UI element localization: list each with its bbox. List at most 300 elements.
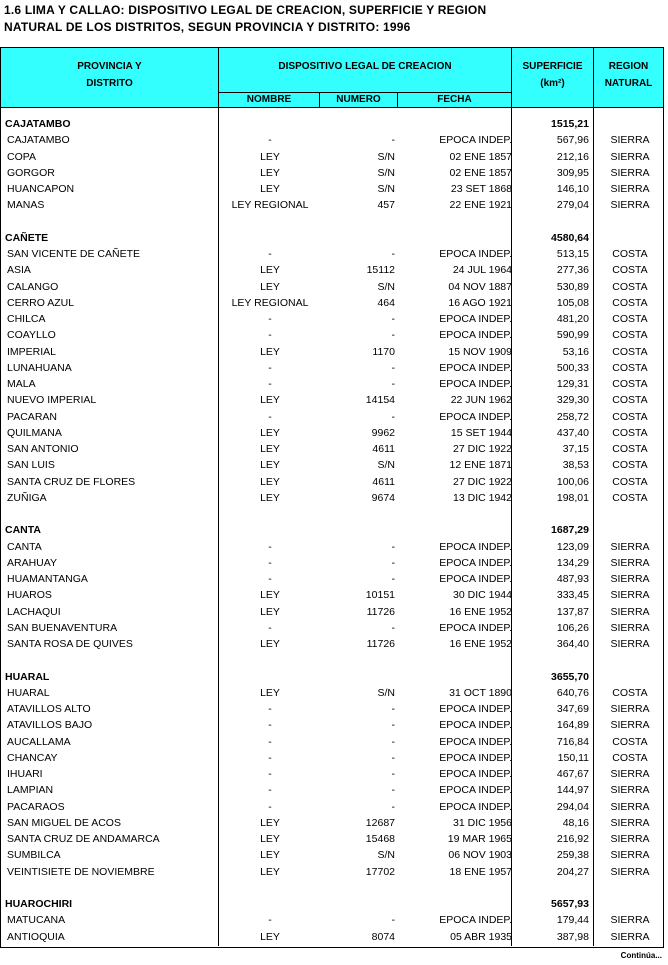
cell-fecha: EPOCA INDEP.: [439, 621, 512, 634]
cell-sup: 146,10: [556, 183, 589, 195]
cell-reg: COSTA: [612, 459, 648, 472]
cell-name: LACHAQUI: [7, 605, 61, 618]
cell-reg: SIERRA: [610, 768, 650, 780]
cell-num: 11726: [366, 638, 395, 650]
cell-reg: COSTA: [612, 426, 648, 439]
cell-disp: -: [268, 410, 272, 423]
cell-disp: LEY: [260, 183, 280, 195]
cell-fecha: EPOCA INDEP.: [439, 556, 512, 569]
spacer-row: [1, 880, 663, 896]
table-row: [1, 311, 663, 327]
cell-fecha: EPOCA INDEP.: [439, 800, 512, 813]
cell-disp: LEY: [260, 686, 280, 699]
cell-fecha: 31 DIC 1956: [453, 816, 512, 829]
cell-disp: -: [268, 719, 272, 732]
table-row: [1, 344, 663, 360]
header-numero: NUMERO: [336, 94, 381, 105]
cell-name: CAJATAMBO: [5, 118, 71, 130]
cell-fecha: EPOCA INDEP.: [439, 313, 512, 325]
table-row: [1, 571, 663, 587]
cell-num: 4611: [372, 443, 395, 455]
cell-reg: COSTA: [612, 443, 648, 455]
cell-fecha: 12 ENE 1871: [449, 459, 512, 472]
cell-sup: 387,98: [556, 930, 589, 943]
cell-sup: 129,31: [556, 378, 589, 390]
cell-disp: LEY: [260, 264, 280, 277]
cell-reg: SIERRA: [610, 833, 650, 845]
table-row: [1, 457, 663, 473]
cell-num: S/N: [377, 280, 395, 293]
table-row: [1, 864, 663, 880]
cell-sup: 309,95: [556, 166, 589, 179]
cell-num: S/N: [377, 686, 395, 699]
cell-num: 9962: [371, 426, 395, 439]
cell-name: HUARAL: [5, 670, 50, 683]
cell-name: AUCALLAMA: [7, 735, 71, 748]
cell-num: -: [391, 410, 395, 423]
table-row: [1, 766, 663, 782]
cell-reg: SIERRA: [610, 589, 650, 602]
cell-name: COAYLLO: [7, 329, 56, 342]
cell-num: S/N: [377, 459, 395, 472]
cell-fecha: 04 NOV 1887: [448, 280, 512, 293]
table-row: [1, 490, 663, 506]
cell-num: 457: [377, 199, 395, 212]
table-row: [1, 717, 663, 733]
cell-reg: COSTA: [612, 686, 648, 699]
table-row: [1, 392, 663, 408]
cell-sup: 481,20: [556, 313, 589, 325]
cell-reg: SIERRA: [610, 800, 650, 813]
cell-name: ARAHUAY: [7, 556, 57, 569]
cell-reg: COSTA: [612, 491, 648, 504]
cell-name: HUAMANTANGA: [7, 573, 88, 585]
cell-name: CANTA: [5, 524, 41, 537]
cell-name: ATAVILLOS ALTO: [7, 703, 91, 715]
cell-reg: SIERRA: [610, 199, 650, 212]
cell-reg: SIERRA: [610, 914, 650, 927]
cell-disp: -: [268, 703, 272, 715]
cell-name: QUILMANA: [7, 426, 62, 439]
table-row: [1, 197, 663, 213]
table-row: [1, 376, 663, 392]
cell-sup: 4580,64: [551, 231, 589, 244]
table-row: [1, 815, 663, 831]
continues-note: Continúa...: [620, 951, 662, 960]
cell-sup: 198,01: [556, 491, 589, 504]
cell-num: S/N: [377, 166, 395, 179]
cell-num: 15112: [366, 264, 395, 277]
cell-disp: -: [268, 751, 272, 764]
cell-sup: 716,84: [556, 735, 589, 748]
cell-name: CAÑETE: [5, 231, 49, 244]
page-title: [4, 2, 486, 36]
cell-name: ASIA: [7, 264, 31, 277]
cell-disp: -: [268, 735, 272, 748]
cell-fecha: 23 SET 1868: [450, 183, 512, 195]
table-row: [1, 847, 663, 863]
cell-num: -: [391, 573, 395, 585]
title-line-1: 1.6 LIMA Y CALLAO: DISPOSITIVO LEGAL DE CREACION, SUPERFICIE Y REGION: [4, 3, 487, 17]
province-row: [1, 230, 663, 246]
cell-name: ATAVILLOS BAJO: [7, 719, 93, 732]
cell-sup: 259,38: [556, 849, 589, 862]
cell-fecha: EPOCA INDEP.: [439, 378, 512, 390]
cell-fecha: EPOCA INDEP.: [439, 361, 512, 374]
cell-num: -: [391, 751, 395, 764]
cell-sup: 123,09: [556, 540, 589, 553]
cell-name: HUANCAPON: [7, 183, 75, 195]
cell-sup: 347,69: [556, 703, 589, 715]
cell-disp: -: [268, 313, 272, 325]
table-body: [0, 108, 664, 948]
cell-num: -: [391, 735, 395, 748]
cell-reg: SIERRA: [610, 930, 650, 943]
table-row: [1, 604, 663, 620]
cell-disp: -: [268, 914, 272, 927]
cell-reg: SIERRA: [610, 849, 650, 862]
cell-reg: COSTA: [612, 264, 648, 277]
table-row: [1, 750, 663, 766]
cell-reg: SIERRA: [610, 183, 650, 195]
cell-num: 1170: [372, 345, 395, 358]
table-row: [1, 246, 663, 262]
table-row: [1, 132, 663, 148]
cell-fecha: EPOCA INDEP.: [439, 719, 512, 732]
cell-fecha: 22 JUN 1962: [450, 394, 512, 407]
cell-name: SAN VICENTE DE CAÑETE: [7, 248, 141, 260]
table-row: [1, 799, 663, 815]
cell-reg: SIERRA: [610, 134, 650, 147]
spacer-row: [1, 652, 663, 668]
cell-num: -: [391, 556, 395, 569]
table-row: [1, 929, 663, 945]
cell-reg: COSTA: [612, 394, 648, 407]
cell-fecha: 19 MAR 1965: [447, 833, 512, 845]
cell-name: LUNAHUANA: [7, 361, 72, 374]
cell-fecha: 31 OCT 1890: [449, 686, 512, 699]
cell-num: -: [391, 621, 395, 634]
cell-fecha: 16 AGO 1921: [448, 296, 512, 309]
cell-reg: COSTA: [612, 345, 648, 358]
cell-num: 15468: [365, 833, 395, 845]
cell-name: PACARAN: [7, 410, 57, 423]
title-line-2: NATURAL DE LOS DISTRITOS, SEGUN PROVINCIA Y DISTRITO: 1996: [4, 20, 411, 34]
table-row: [1, 782, 663, 798]
cell-disp: LEY: [260, 589, 280, 602]
cell-num: 9674: [371, 491, 395, 504]
cell-disp: LEY: [260, 475, 280, 488]
cell-fecha: EPOCA INDEP.: [439, 573, 512, 585]
cell-disp: LEY: [260, 849, 280, 862]
cell-reg: COSTA: [612, 751, 648, 764]
cell-fecha: EPOCA INDEP.: [439, 768, 512, 780]
cell-name: VEINTISIETE DE NOVIEMBRE: [7, 865, 155, 878]
cell-sup: 567,96: [556, 134, 589, 147]
cell-name: HUAROS: [7, 589, 52, 602]
cell-disp: LEY: [260, 426, 280, 439]
cell-fecha: 27 DIC 1922: [453, 443, 512, 455]
cell-reg: SIERRA: [610, 166, 650, 179]
cell-disp: -: [268, 540, 272, 553]
cell-name: SANTA CRUZ DE ANDAMARCA: [7, 833, 160, 845]
cell-name: SAN MIGUEL DE ACOS: [7, 816, 121, 829]
cell-fecha: EPOCA INDEP.: [439, 540, 512, 553]
table-row: [1, 912, 663, 928]
cell-sup: 640,76: [556, 686, 589, 699]
cell-sup: 258,72: [556, 410, 589, 423]
table-row: [1, 474, 663, 490]
cell-name: SAN BUENAVENTURA: [7, 621, 118, 634]
cell-fecha: 15 NOV 1909: [448, 345, 512, 358]
province-row: [1, 896, 663, 912]
cell-num: -: [391, 703, 395, 715]
cell-fecha: EPOCA INDEP.: [439, 914, 512, 927]
table-row: [1, 587, 663, 603]
cell-num: -: [391, 248, 395, 260]
province-row: [1, 116, 663, 132]
cell-fecha: 16 ENE 1952: [449, 638, 512, 650]
cell-name: COPA: [7, 150, 36, 163]
cell-disp: LEY: [260, 865, 280, 878]
table-header: [0, 47, 664, 108]
cell-fecha: 27 DIC 1922: [453, 475, 512, 488]
cell-disp: LEY: [260, 459, 280, 472]
cell-disp: LEY: [260, 930, 280, 943]
cell-reg: SIERRA: [610, 719, 650, 732]
table-row: [1, 734, 663, 750]
cell-name: CANTA: [7, 540, 42, 553]
cell-num: 17702: [365, 865, 395, 878]
cell-disp: LEY: [260, 605, 280, 618]
cell-num: S/N: [377, 150, 395, 163]
table-row: [1, 539, 663, 555]
cell-sup: 53,16: [562, 345, 589, 358]
cell-sup: 467,67: [556, 768, 589, 780]
table-row: [1, 620, 663, 636]
cell-name: SUMBILCA: [7, 849, 61, 862]
cell-reg: SIERRA: [610, 556, 650, 569]
cell-name: IMPERIAL: [7, 345, 57, 358]
cell-disp: LEY: [260, 833, 280, 845]
table-row: [1, 441, 663, 457]
table-row: [1, 262, 663, 278]
cell-reg: COSTA: [612, 475, 648, 488]
cell-disp: -: [268, 248, 272, 260]
cell-disp: LEY: [260, 345, 280, 358]
table-row: [1, 360, 663, 376]
table-row: [1, 149, 663, 165]
table-row: [1, 409, 663, 425]
table-row: [1, 279, 663, 295]
cell-sup: 144,97: [556, 784, 589, 797]
cell-name: MATUCANA: [7, 914, 66, 927]
spacer-row: [1, 214, 663, 230]
cell-sup: 150,11: [557, 751, 589, 764]
cell-reg: COSTA: [612, 329, 648, 342]
cell-sup: 329,30: [556, 394, 589, 407]
cell-name: IHUARI: [7, 768, 43, 780]
cell-reg: SIERRA: [610, 784, 650, 797]
cell-reg: SIERRA: [610, 573, 650, 585]
cell-name: MANAS: [7, 199, 45, 212]
cell-sup: 1515,21: [551, 118, 589, 130]
cell-reg: COSTA: [612, 313, 648, 325]
cell-num: S/N: [377, 183, 395, 195]
cell-fecha: 16 ENE 1952: [449, 605, 512, 618]
cell-name: CALANGO: [7, 280, 59, 293]
cell-sup: 179,44: [556, 914, 589, 927]
cell-sup: 364,40: [556, 638, 589, 650]
cell-num: 8074: [371, 930, 395, 943]
cell-disp: LEY: [260, 166, 280, 179]
cell-reg: COSTA: [612, 378, 648, 390]
table-row: [1, 165, 663, 181]
table-row: [1, 295, 663, 311]
table-row: [1, 685, 663, 701]
cell-disp: LEY REGIONAL: [231, 296, 309, 309]
cell-fecha: EPOCA INDEP.: [439, 784, 512, 797]
cell-reg: SIERRA: [610, 816, 650, 829]
cell-num: 4611: [372, 475, 395, 488]
cell-num: -: [391, 134, 395, 147]
cell-sup: 37,15: [562, 443, 589, 455]
cell-reg: SIERRA: [610, 605, 650, 618]
cell-disp: -: [268, 378, 272, 390]
cell-name: PACARAOS: [7, 800, 65, 813]
cell-fecha: 30 DIC 1944: [453, 589, 512, 602]
header-provincia: PROVINCIA Y DISTRITO: [77, 61, 142, 89]
cell-name: CERRO AZUL: [7, 296, 75, 309]
header-nombre: NOMBRE: [246, 94, 292, 105]
header-region: REGION NATURAL: [604, 61, 653, 89]
cell-name: LAMPIAN: [7, 784, 54, 797]
cell-num: -: [391, 313, 395, 325]
cell-num: 10151: [365, 589, 395, 602]
cell-reg: COSTA: [612, 248, 648, 260]
cell-disp: -: [268, 361, 272, 374]
cell-sup: 212,16: [556, 150, 589, 163]
cell-sup: 216,92: [556, 833, 589, 845]
table-row: [1, 555, 663, 571]
cell-sup: 437,40: [556, 426, 589, 439]
cell-sup: 48,16: [562, 816, 589, 829]
cell-fecha: 06 NOV 1903: [448, 849, 512, 862]
cell-sup: 590,99: [556, 329, 589, 342]
cell-fecha: 15 SET 1944: [450, 426, 512, 439]
cell-fecha: EPOCA INDEP.: [439, 703, 512, 715]
cell-name: SAN LUIS: [7, 459, 55, 472]
cell-disp: -: [268, 573, 272, 585]
cell-reg: SIERRA: [610, 150, 650, 163]
cell-num: -: [391, 329, 395, 342]
cell-num: -: [391, 914, 395, 927]
header-dispositivo: DISPOSITIVO LEGAL DE CREACION: [278, 61, 452, 72]
cell-disp: -: [268, 768, 272, 780]
cell-reg: SIERRA: [610, 703, 650, 715]
cell-fecha: 18 ENE 1957: [449, 865, 512, 878]
cell-disp: -: [268, 621, 272, 634]
cell-disp: -: [268, 800, 272, 813]
cell-sup: 137,87: [556, 605, 589, 618]
cell-num: -: [391, 361, 395, 374]
cell-num: 12687: [365, 816, 395, 829]
cell-disp: LEY: [260, 280, 280, 293]
cell-reg: COSTA: [612, 735, 648, 748]
cell-name: CHILCA: [7, 313, 46, 325]
cell-sup: 294,04: [556, 800, 589, 813]
cell-disp: LEY: [260, 150, 280, 163]
cell-sup: 1687,29: [551, 524, 589, 537]
cell-name: ANTIOQUIA: [7, 930, 65, 943]
cell-fecha: 05 ABR 1935: [450, 930, 512, 943]
cell-reg: COSTA: [612, 410, 648, 423]
cell-num: -: [391, 719, 395, 732]
table-row: [1, 327, 663, 343]
header-superficie: SUPERFICIE (km²): [522, 61, 583, 89]
cell-sup: 5657,93: [551, 898, 589, 910]
cell-reg: SIERRA: [610, 621, 650, 634]
cell-sup: 164,89: [556, 719, 589, 732]
cell-name: HUARAL: [7, 686, 50, 699]
table-row: [1, 701, 663, 717]
cell-fecha: EPOCA INDEP.: [439, 751, 512, 764]
cell-num: 14154: [365, 394, 395, 407]
cell-sup: 134,29: [556, 556, 589, 569]
cell-disp: -: [268, 784, 272, 797]
cell-sup: 277,36: [556, 264, 589, 277]
cell-fecha: EPOCA INDEP.: [439, 248, 512, 260]
cell-fecha: 02 ENE 1857: [449, 166, 512, 179]
province-row: [1, 522, 663, 538]
cell-fecha: EPOCA INDEP.: [439, 329, 512, 342]
cell-fecha: 13 DIC 1942: [453, 491, 512, 504]
province-row: [1, 669, 663, 685]
cell-sup: 38,53: [562, 459, 589, 472]
cell-sup: 204,27: [556, 865, 589, 878]
cell-sup: 530,89: [556, 280, 589, 293]
cell-num: 464: [377, 296, 395, 309]
cell-name: SANTA ROSA DE QUIVES: [7, 638, 133, 650]
table-row: [1, 425, 663, 441]
cell-sup: 513,15: [556, 248, 589, 260]
cell-sup: 500,33: [556, 361, 589, 374]
cell-reg: COSTA: [612, 361, 648, 374]
cell-sup: 106,26: [556, 621, 589, 634]
cell-num: -: [391, 378, 395, 390]
cell-num: -: [391, 540, 395, 553]
cell-num: -: [391, 784, 395, 797]
cell-disp: LEY: [260, 638, 280, 650]
cell-sup: 279,04: [556, 199, 589, 212]
cell-name: CHANCAY: [7, 751, 58, 764]
cell-fecha: EPOCA INDEP.: [439, 134, 512, 147]
cell-name: ZUÑIGA: [7, 491, 47, 504]
cell-disp: LEY: [260, 816, 280, 829]
cell-name: NUEVO IMPERIAL: [7, 394, 97, 407]
cell-sup: 105,08: [556, 296, 589, 309]
cell-disp: LEY: [260, 443, 280, 455]
cell-sup: 333,45: [556, 589, 589, 602]
cell-num: 11726: [366, 605, 395, 618]
cell-disp: LEY: [260, 491, 280, 504]
cell-reg: COSTA: [612, 280, 648, 293]
cell-sup: 100,06: [556, 475, 589, 488]
cell-fecha: 24 JUL 1964: [452, 264, 512, 277]
cell-reg: COSTA: [612, 296, 648, 309]
cell-fecha: EPOCA INDEP.: [439, 735, 512, 748]
cell-reg: SIERRA: [610, 865, 650, 878]
